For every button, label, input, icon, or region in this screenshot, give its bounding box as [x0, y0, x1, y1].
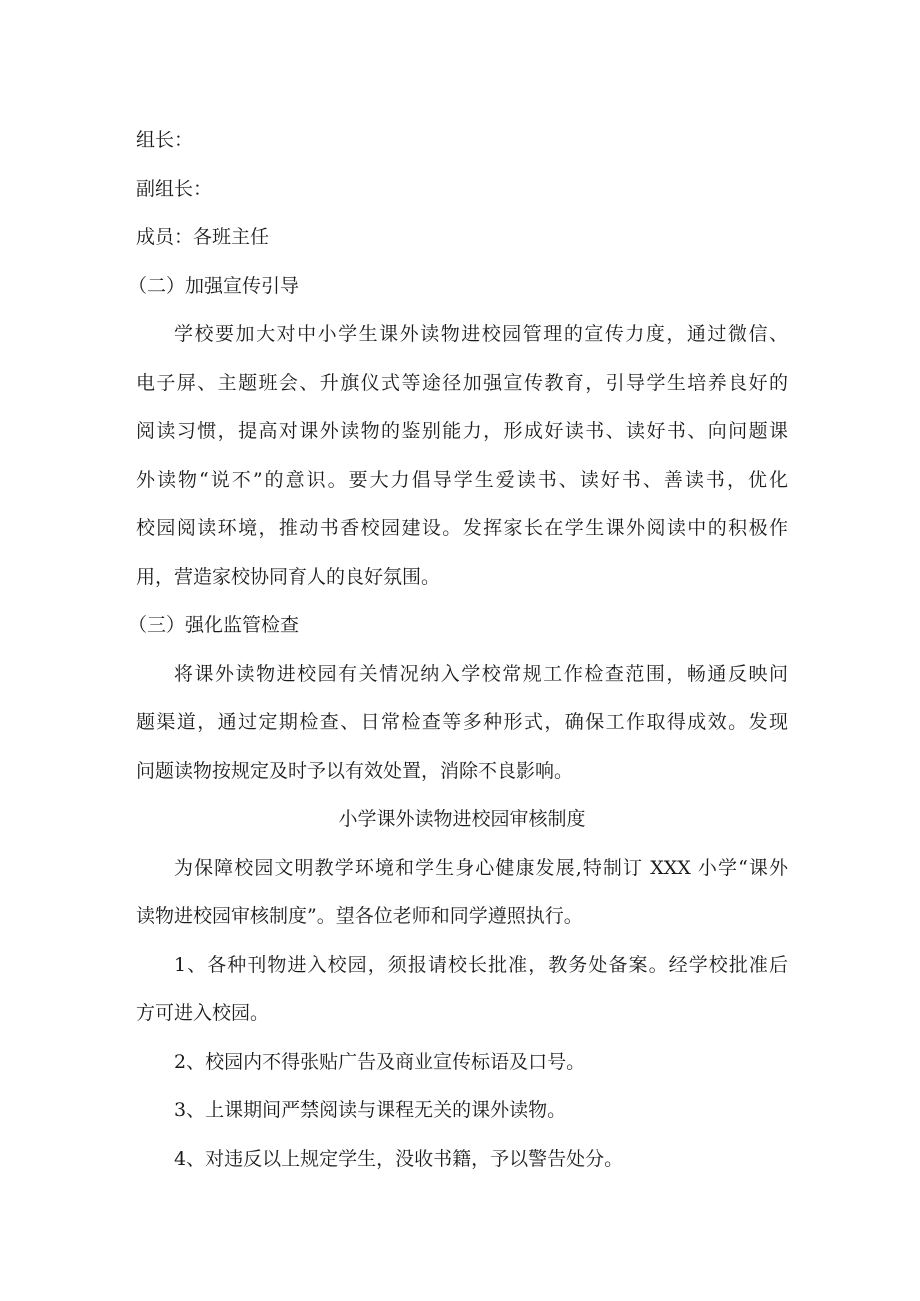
- paragraph-line: 校园阅读环境，推动书香校园建设。发挥家长在学生课外阅读中的积极作: [136, 517, 788, 539]
- paragraph-line: 电子屏、主题班会、升旗仪式等途径加强宣传教育，引导学生培养良好的: [136, 371, 788, 394]
- section-2: [128, 262, 788, 602]
- paragraph-line: 读物进校园审核制度”。望各位老师和同学遵照执行。: [136, 905, 583, 927]
- rule-item-2: 2、校园内不得张贴广告及商业宣传标语及口号。: [174, 1050, 586, 1073]
- section-3-heading: （三）强化监管检查: [128, 614, 300, 636]
- regulation-section: [136, 795, 788, 1183]
- group-leader-line: 组长：: [136, 129, 194, 151]
- paragraph-line: 为保障校园文明教学环境和学生身心健康发展,特制订 XXX 小学“课外: [174, 856, 788, 879]
- document-body: [128, 116, 788, 1183]
- paragraph-line: 问题读物按规定及时予以有效处置，消除不良影响。: [136, 759, 574, 782]
- section-3: [128, 601, 788, 795]
- regulation-title: 小学课外读物进校园审核制度: [338, 808, 586, 830]
- rule-item-1-continued: 方可进入校园。: [136, 1002, 270, 1024]
- group-roster: [136, 116, 788, 262]
- group-deputy-line: 副组长：: [136, 177, 213, 200]
- paragraph-line: 将课外读物进校园有关情况纳入学校常规工作检查范围，畅通反映问: [174, 662, 788, 685]
- group-members-line: 成员：各班主任: [136, 226, 270, 248]
- section-2-heading: （二）加强宣传引导: [128, 274, 300, 297]
- rule-item-1: 1、各种刊物进入校园，须报请校长批准，教务处备案。经学校批准后: [174, 953, 788, 976]
- rule-item-4: 4、对违反以上规定学生，没收书籍，予以警告处分。: [174, 1147, 624, 1170]
- paragraph-line: 阅读习惯，提高对课外读物的鉴别能力，形成好读书、读好书、向问题课: [136, 420, 788, 442]
- paragraph-line: 用，营造家校协同育人的良好氛围。: [136, 565, 441, 588]
- paragraph-line: 学校要加大对中小学生课外读物进校园管理的宣传力度，通过微信、: [174, 323, 788, 345]
- paragraph-line: 题渠道，通过定期检查、日常检查等多种形式，确保工作取得成效。发现: [136, 711, 788, 733]
- paragraph-line: 外读物“说不”的意识。要大力倡导学生爱读书、读好书、善读书，优化: [136, 468, 788, 491]
- rule-item-3: 3、上课期间严禁阅读与课程无关的课外读物。: [174, 1099, 567, 1121]
